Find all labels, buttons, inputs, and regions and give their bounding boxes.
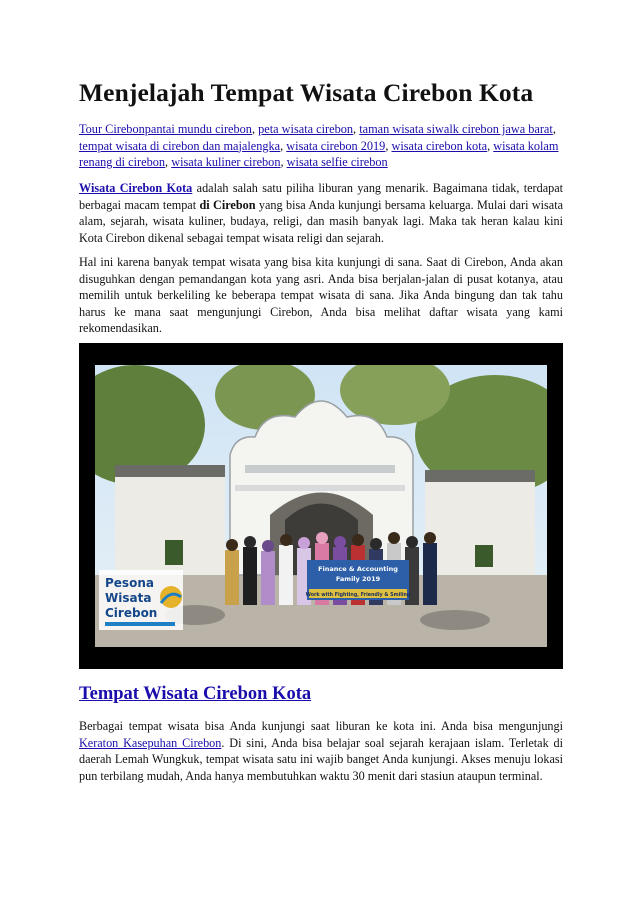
p3-text-b: . Di sini, Anda bisa belajar soal sejarah kerajaan islam. Terletak di daerah Lemah Wungkuk, tempat wisata satu ini wajib banget Anda kunjungi. Akses menuju lokasi pun terbilang mudah, Anda hanya membutuhkan waktu 30 menit dari stasiun ataupun terminal. xyxy=(79,735,563,783)
tag-link[interactable]: wisata cirebon 2019 xyxy=(286,138,386,153)
p3-text-a: Berbagai tempat wisata bisa Anda kunjungi saat liburan ke kota ini. Anda bisa mengunjungi xyxy=(79,719,563,733)
pesona-wisata-cirebon-logo xyxy=(99,570,183,630)
banner-line-3: Work with Fighting, Friendly & Smiling xyxy=(305,593,411,598)
photo-illustration xyxy=(95,365,547,647)
tag-link[interactable]: taman wisata siwalk cirebon jawa barat xyxy=(359,122,553,136)
tag-link[interactable]: peta wisata cirebon xyxy=(258,122,354,136)
logo-line-3: Cirebon xyxy=(105,606,158,620)
intro-text-b: yang bisa Anda kunjungi bersama keluarga. Mulai dari wisata alam, sejarah, wisata kuliner, budaya, religi, dan masih banyak lagi. Maka tak heran kalau kini Kota Cirebon dikenal sebagai tempat wisata religi dan sejarah. xyxy=(79,197,563,245)
section-heading-link[interactable]: Tempat Wisata Cirebon Kota xyxy=(79,684,312,704)
banner-line-2: Family 2019 xyxy=(335,575,381,583)
wisata-cirebon-kota-link[interactable]: Wisata Cirebon Kota xyxy=(79,181,193,195)
banner-line-1: Finance & Accounting xyxy=(318,565,398,573)
logo-line-1: Pesona xyxy=(105,576,154,590)
section-heading xyxy=(79,684,311,705)
tag-link[interactable]: wisata selfie cirebon xyxy=(286,155,388,169)
keraton-kasepuhan-link[interactable]: Keraton Kasepuhan Cirebon xyxy=(79,735,222,750)
intro-bold: di Cirebon xyxy=(199,197,256,212)
intro-text-a: adalah salah satu piliha liburan yang menarik. Bagaimana tidak, terdapat berbagai macam tempat xyxy=(79,181,563,212)
page-title: Menjelajah Tempat Wisata Cirebon Kota xyxy=(79,78,534,107)
intro-paragraph xyxy=(79,180,563,246)
tag-link[interactable]: wisata kolam renang di cirebon xyxy=(79,138,559,169)
tag-link[interactable]: wisata kuliner cirebon xyxy=(171,155,281,169)
second-paragraph: Hal ini karena banyak tempat wisata yang bisa kita kunjungi di sana. Saat di Cirebon, Anda akan disuguhkan dengan pemandangan kota yang asri. Anda bisa berjalan-jalan di pusat kotanya, atau memilih untuk berkeliling ke beberapa tempat wisata di sana. Jika Anda bingung dan tak tahu harus ke mana saat mengunjungi Cirebon, Anda bisa melihat daftar wisata yang kami rekomendasikan. xyxy=(79,255,563,336)
tag-link[interactable]: tempat wisata di cirebon dan majalengka xyxy=(79,138,281,153)
group-photo xyxy=(79,343,563,669)
logo-line-2: Wisata xyxy=(105,591,152,605)
tag-link[interactable]: Tour Cirebonpantai mundu cirebon xyxy=(79,122,252,136)
tag-list: Tour Cirebonpantai mundu cirebon, peta wisata cirebon, taman wisata siwalk cirebon jawa barat, tempat wisata di cirebon dan majalengka, wisata cirebon 2019, wisata cirebon kota, wisata kolam renang di cirebon, wisata kuliner cirebon, wisata selfie cirebon xyxy=(79,122,559,169)
third-paragraph xyxy=(79,718,563,784)
tag-link[interactable]: wisata cirebon kota xyxy=(391,138,488,153)
